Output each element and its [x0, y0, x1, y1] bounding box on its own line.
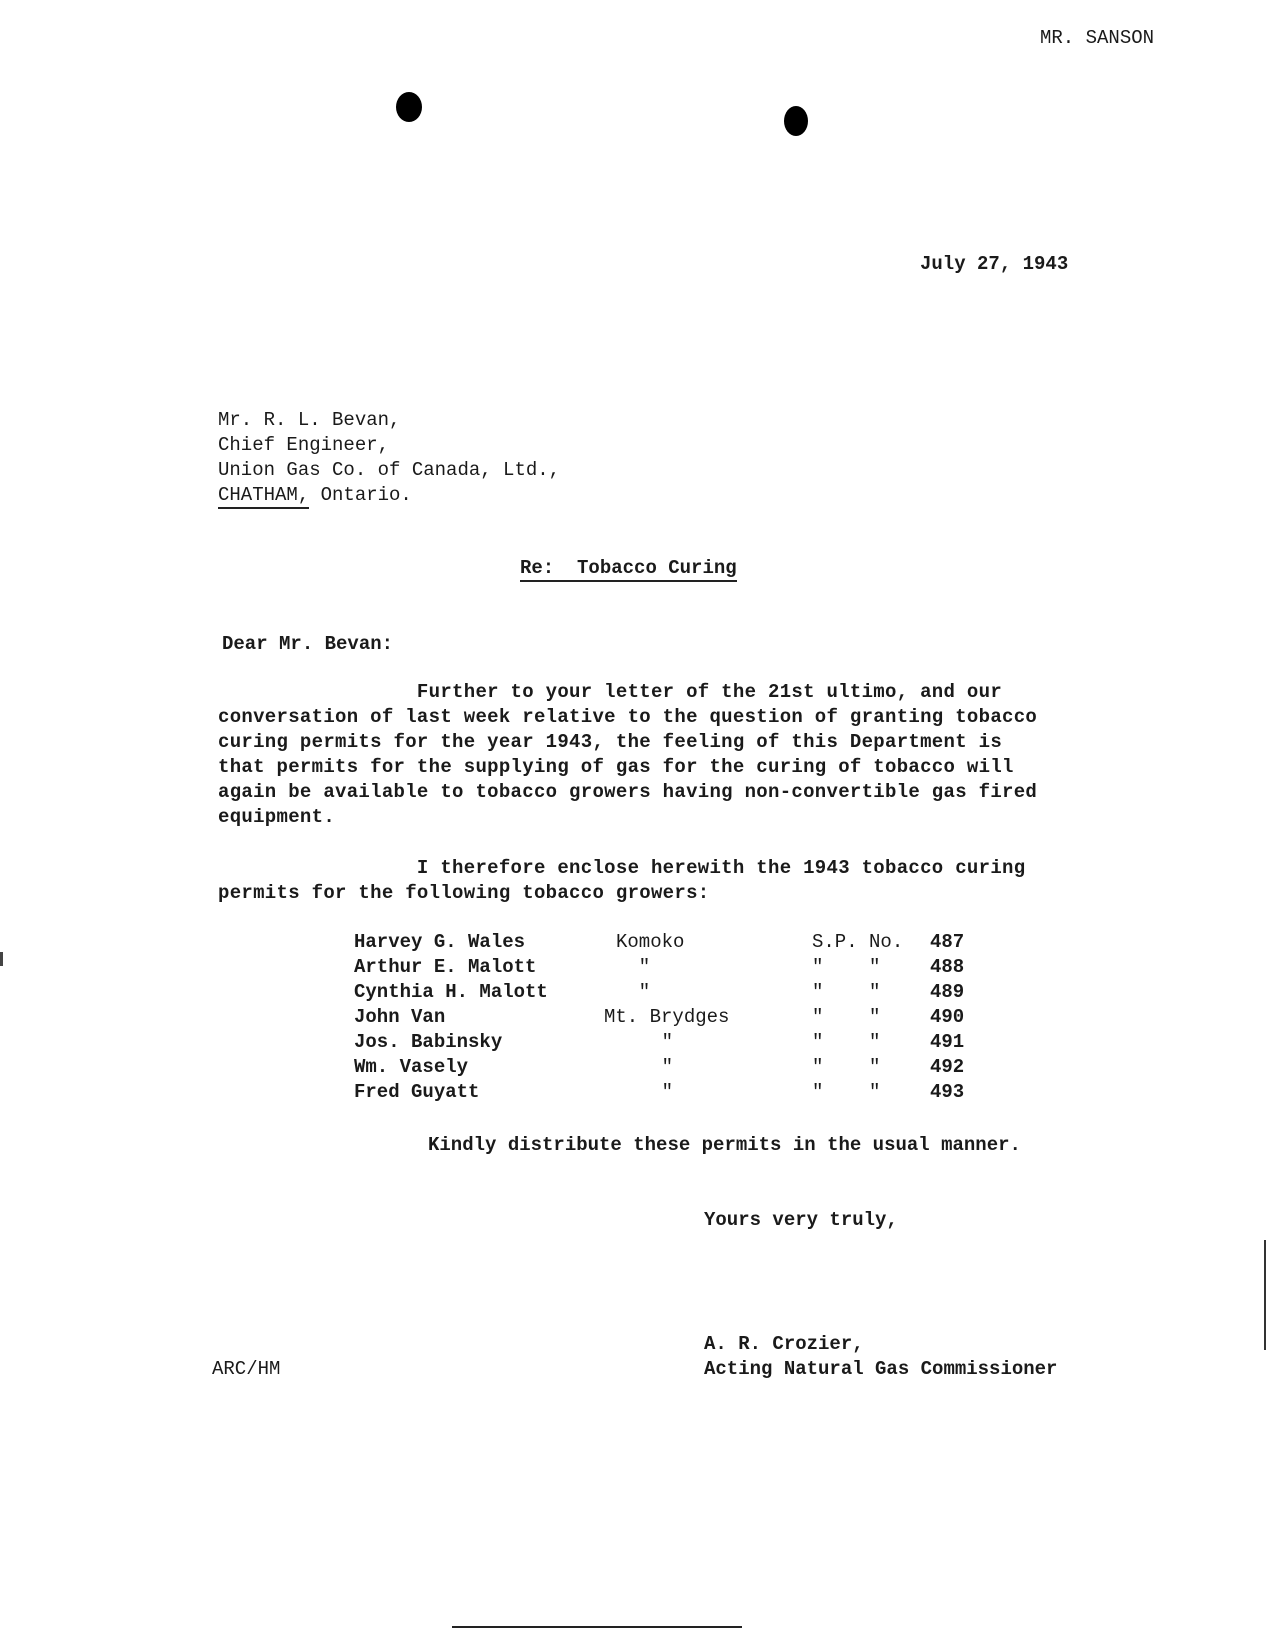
permit-label: " ": [812, 1056, 881, 1078]
grower-name: Arthur E. Malott: [354, 956, 537, 978]
grower-name: Cynthia H. Malott: [354, 981, 548, 1003]
addressee-company: Union Gas Co. of Canada, Ltd.,: [218, 459, 561, 481]
table-row: [354, 980, 974, 1005]
subject-line: [520, 556, 737, 581]
permit-number: 487: [930, 931, 965, 953]
grower-name: Wm. Vasely: [354, 1056, 469, 1078]
addressee-name: Mr. R. L. Bevan,: [218, 409, 401, 431]
paragraph-line: curing permits for the year 1943, the feeling of this Department is: [218, 731, 1003, 753]
permit-label: S.P. No.: [812, 931, 904, 953]
permit-label: " ": [812, 981, 881, 1003]
grower-name: John Van: [354, 1006, 446, 1028]
complimentary-close: Yours very truly,: [704, 1209, 898, 1231]
addressee-city: CHATHAM,: [218, 484, 309, 509]
permit-number: 493: [930, 1081, 965, 1103]
table-row: [354, 930, 974, 955]
table-row: [354, 1030, 974, 1055]
grower-name: Harvey G. Wales: [354, 931, 526, 953]
table-row: [354, 1080, 974, 1105]
signature-title: Acting Natural Gas Commissioner: [704, 1358, 1058, 1380]
permit-number: 490: [930, 1006, 965, 1028]
left-edge-mark: [0, 952, 3, 966]
subject-text: [520, 557, 737, 582]
subject-prefix: Re:: [520, 557, 555, 579]
recipient-tag: MR. SANSON: [1040, 27, 1155, 49]
grower-place: ": [616, 1056, 674, 1078]
paragraph-line: that permits for the supplying of gas for the curing of tobacco will: [218, 756, 1014, 778]
paragraph-line: permits for the following tobacco growers:: [218, 882, 710, 904]
permit-label: " ": [812, 1006, 881, 1028]
permit-number: 489: [930, 981, 965, 1003]
letter-date: July 27, 1943: [920, 253, 1069, 275]
punch-hole-left: [396, 92, 422, 122]
body-paragraph-2: [218, 856, 1098, 906]
permit-label: " ": [812, 956, 881, 978]
table-row: [354, 955, 974, 980]
salutation: Dear Mr. Bevan:: [222, 633, 394, 655]
paragraph-line: conversation of last week relative to the question of granting tobacco: [218, 706, 1038, 728]
addressee-province: Ontario.: [309, 484, 412, 506]
grower-name: Fred Guyatt: [354, 1081, 480, 1103]
permit-label: " ": [812, 1081, 881, 1103]
reference-initials: ARC/HM: [212, 1358, 281, 1380]
signature-name: A. R. Crozier,: [704, 1333, 864, 1355]
paragraph-line: equipment.: [218, 806, 336, 828]
paragraph-line: Further to your letter of the 21st ultimo, and our: [218, 681, 1003, 703]
closing-instruction: Kindly distribute these permits in the usual manner.: [428, 1134, 1021, 1156]
table-row: [354, 1005, 974, 1030]
growers-table: [354, 930, 974, 1105]
grower-place: ": [616, 981, 651, 1003]
grower-place: Mt. Brydges: [604, 1006, 730, 1028]
grower-name: Jos. Babinsky: [354, 1031, 503, 1053]
permit-number: 488: [930, 956, 965, 978]
table-row: [354, 1055, 974, 1080]
bottom-scan-line: [452, 1626, 742, 1628]
right-edge-mark: [1264, 1240, 1266, 1350]
subject-title: Tobacco Curing: [577, 557, 737, 579]
grower-place: ": [616, 956, 651, 978]
grower-place: Komoko: [616, 931, 685, 953]
paragraph-line: again be available to tobacco growers having non-convertible gas fired: [218, 781, 1038, 803]
grower-place: ": [616, 1081, 674, 1103]
permit-label: " ": [812, 1031, 881, 1053]
paragraph-line: I therefore enclose herewith the 1943 tobacco curing: [218, 857, 1026, 879]
addressee-title: Chief Engineer,: [218, 434, 390, 456]
permit-number: 491: [930, 1031, 965, 1053]
punch-hole-right: [784, 106, 808, 136]
body-paragraph-1: [218, 680, 1098, 830]
permit-number: 492: [930, 1056, 965, 1078]
addressee-location: [218, 483, 412, 508]
grower-place: ": [616, 1031, 674, 1053]
